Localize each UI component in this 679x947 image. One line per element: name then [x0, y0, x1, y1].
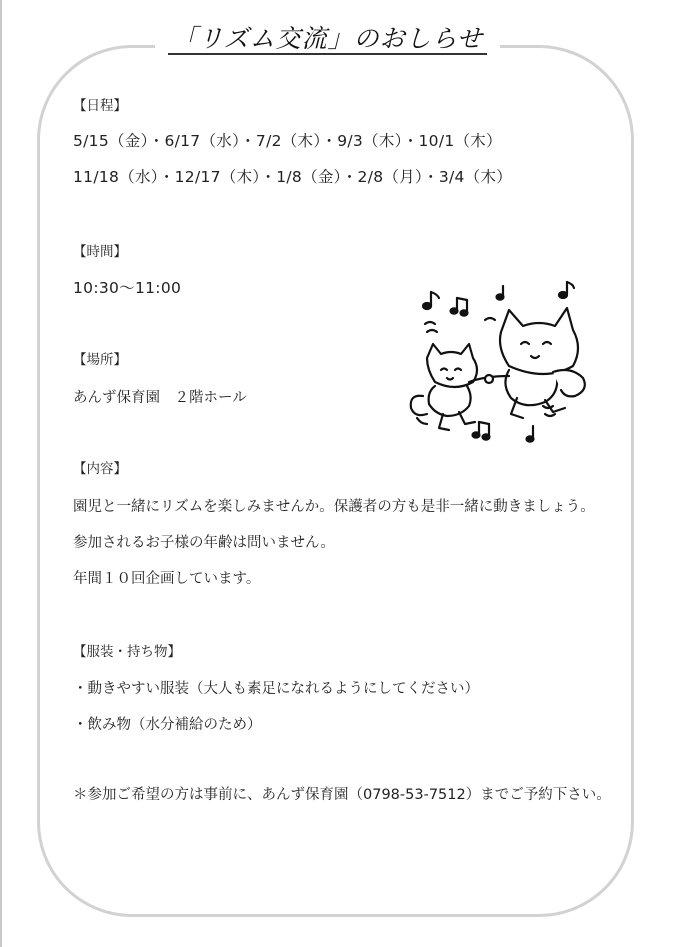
- items-heading: 【服装・持ち物】: [73, 644, 181, 660]
- reservation-note: ＊参加ご希望の方は事前に、あんず保育園（0798-53-7512）までご予約下さい。: [73, 787, 611, 803]
- time-value: 10:30～11:00: [73, 279, 182, 297]
- schedule-dates-line-2: 11/18（水）・12/17（木）・1/8（金）・2/8（月）・3/4（木）: [73, 168, 513, 186]
- place-value: あんず保育園 ２階ホール: [73, 390, 247, 406]
- music-note-icon: [473, 422, 490, 440]
- music-note-icon: [527, 426, 534, 442]
- small-cat-icon: [411, 344, 477, 430]
- content-line-2: 参加されるお子様の年齢は問いません。: [73, 535, 335, 551]
- items-list-item-2: ・飲み物（水分補給のため）: [73, 717, 262, 733]
- content-line-3: 年間１０回企画しています。: [73, 571, 261, 587]
- music-note-icon: [423, 292, 439, 309]
- title-text: 「リズム交流」のおしらせ: [168, 24, 487, 55]
- content-line-1: 園児と一緒にリズムを楽しみませんか。保護者の方も是非一緒に動きましょう。: [73, 499, 595, 515]
- content-heading: 【内容】: [73, 461, 127, 477]
- music-note-icon: [559, 282, 574, 298]
- place-heading: 【場所】: [73, 352, 127, 368]
- big-cat-icon: [500, 308, 585, 418]
- schedule-heading: 【日程】: [73, 98, 127, 114]
- music-note-icon: [451, 298, 468, 316]
- page-title: [155, 20, 500, 60]
- music-note-icon: [497, 286, 504, 300]
- dancing-cats-icon: [405, 278, 605, 448]
- items-list-item-1: ・動きやすい服装（大人も素足になれるようにしてください）: [73, 681, 479, 697]
- schedule-dates-line-1: 5/15（金）・6/17（水）・7/2（木）・9/3（木）・10/1（木）: [73, 132, 502, 150]
- time-heading: 【時間】: [73, 244, 127, 260]
- page-left-border: [0, 0, 2, 947]
